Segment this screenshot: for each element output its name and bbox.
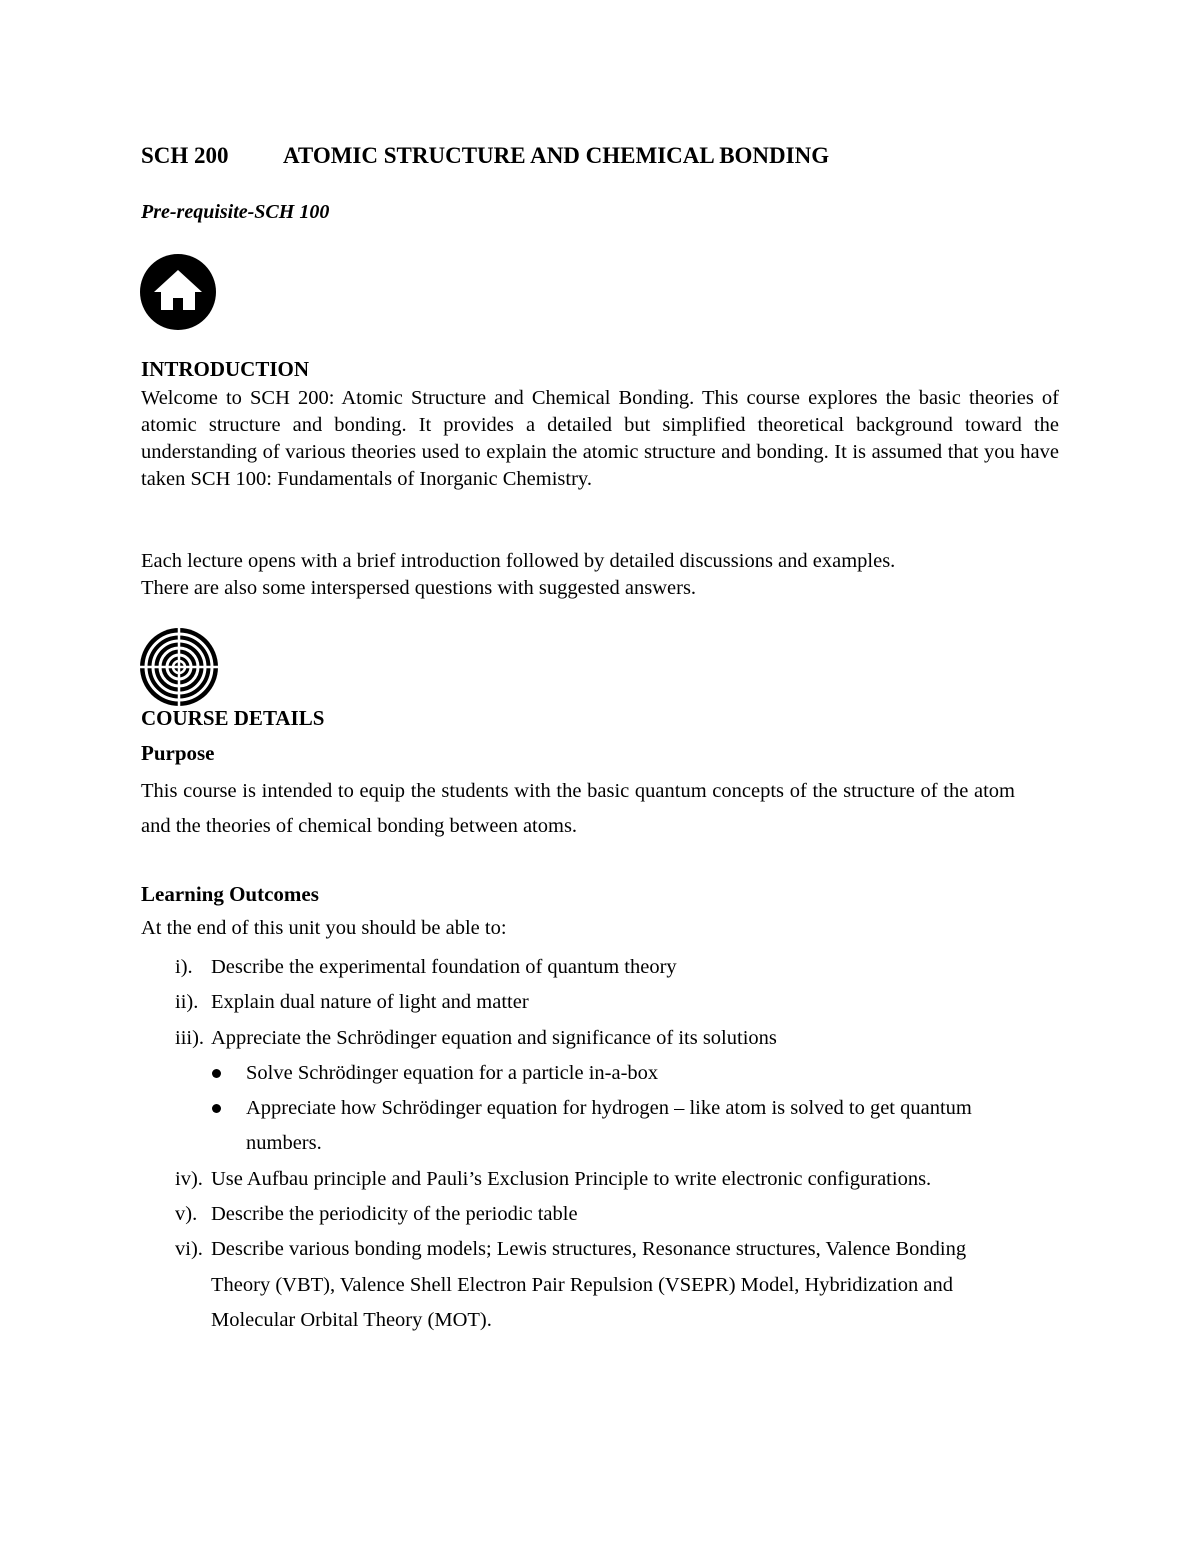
- list-item-text: Describe various bonding models; Lewis structures, Resonance structures, Valence Bonding Theory (VBT), Valence Shell Electron Pair Repulsion (VSEPR) Model, Hybridization and Molecular Orbital Theory (MOT).: [211, 1238, 967, 1331]
- course-name: ATOMIC STRUCTURE AND CHEMICAL BONDING: [283, 143, 830, 168]
- list-item-text: Describe the periodicity of the periodic table: [211, 1203, 578, 1226]
- list-item: [0, 1232, 1011, 1338]
- list-item-text: Appreciate the Schrödinger equation and significance of its solutions: [211, 1026, 777, 1049]
- course-code: SCH 200: [141, 143, 229, 168]
- list-item-number: ii).: [175, 991, 199, 1014]
- bullet-icon: [212, 1104, 221, 1113]
- list-item: [0, 985, 1011, 1020]
- bullet-icon: [212, 1069, 221, 1078]
- course-title: [141, 143, 829, 169]
- lecture-line: Each lecture opens with a brief introduction followed by detailed discussions and examples.: [141, 550, 896, 572]
- home-icon: [139, 253, 217, 331]
- list-item: [0, 1162, 1011, 1197]
- outcomes-intro: At the end of this unit you should be able to:: [141, 917, 507, 939]
- list-item-number: iii).: [175, 1026, 205, 1049]
- introduction-heading: INTRODUCTION: [141, 357, 310, 381]
- list-item-text: Use Aufbau principle and Pauli’s Exclusion Principle to write electronic configurations.: [211, 1167, 932, 1190]
- list-item: [0, 1021, 1011, 1056]
- list-item-number: i).: [175, 956, 193, 978]
- introduction-paragraph: Welcome to SCH 200: Atomic Structure and Chemical Bonding. This course explores the basic theories of atomic structure and bonding. It provides a detailed but simplified theoretical background toward the understanding of various theories used to explain the atomic structure and bonding. It is assumed that you have taken SCH 100: Fundamentals of Inorganic Chemistry.: [141, 387, 1059, 490]
- course-details-heading: COURSE DETAILS: [141, 706, 325, 730]
- list-item-number: iv).: [175, 1167, 203, 1190]
- list-item-number: vi).: [175, 1238, 203, 1261]
- list-item-text: Describe the experimental foundation of quantum theory: [211, 956, 677, 978]
- bullet-item: [0, 1056, 1006, 1091]
- list-item-number: v).: [175, 1203, 198, 1226]
- outcomes-list: [0, 950, 1200, 1338]
- purpose-paragraph: This course is intended to equip the students with the basic quantum concepts of the structure of the atom and the theories of chemical bonding between atoms.: [141, 780, 1015, 837]
- list-item: [0, 1197, 1011, 1232]
- list-item-text: Explain dual nature of light and matter: [211, 991, 529, 1014]
- lecture-paragraph: [141, 548, 1071, 602]
- learning-outcomes-heading: Learning Outcomes: [141, 882, 319, 906]
- prerequisite: Pre-requisite-SCH 100: [141, 201, 330, 223]
- purpose-heading: Purpose: [141, 741, 215, 765]
- lecture-line: There are also some interspersed questions with suggested answers.: [141, 577, 697, 599]
- bullet-text: Appreciate how Schrödinger equation for hydrogen – like atom is solved to get quantum numbers.: [246, 1097, 972, 1155]
- list-item: [0, 950, 1011, 985]
- target-icon: [139, 627, 219, 707]
- bullet-item: [0, 1091, 1006, 1162]
- bullet-text: Solve Schrödinger equation for a particle in-a-box: [246, 1061, 659, 1084]
